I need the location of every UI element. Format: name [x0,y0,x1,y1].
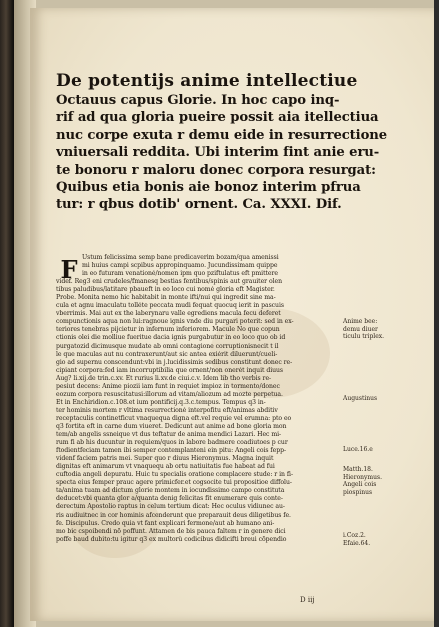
heading-line: nuc corpe exuta r demu eide in resurrectione [56,127,388,143]
body-line: ta/anima tuam ad dictum glorie montem in iocundissimo campo constituta [56,487,285,495]
body-line: Probe. Monita nemo hic habitabit in monte ifti/nui qui ingredit sine ma- [56,294,276,302]
body-line: Et in Enchiridion.c.108.et ium pontificij.q.3.c.tempus. Tempus q3 in- [56,398,266,406]
margin-note [343,466,407,496]
margin-note-line: Augustinus [343,395,378,402]
margin-note [343,446,407,454]
body-line: vberrimis. Mai aut ex the laberynaru valle egrediens macula fecu deferet [56,310,281,318]
margin-note-line: Angeli cois [343,481,377,489]
body-line: derectum Apostolio raptus in celum tertium dicat: Hec oculus vidiunec au- [56,503,285,511]
body-line: in eo futuram venationé/nomen ipm quo pziftulatus eft pmittere [82,270,278,278]
body-line: videf. Reg3 eni crudeles/fmanesq bestias fentibus/spinis aut grauiter olen [56,278,282,286]
body-line: le que maculas aut nu contraxerunt/aut sic antea exiérit diluerunt/cueli- [56,350,278,358]
body-line: q3 fortita eft in carne dum viueret. Dedicunt aut anime ad bone gloria mon [56,422,287,430]
body-line: deducet:vbi quanta glor a/quanta denig felicitas fit enumerare quis conte- [56,495,283,503]
body-line: videnf faciem patris mei. Super quo r diuus Hieronymus. Magna inquit [56,455,274,463]
body-line: compunctionis aqua non lui:ragnoue ignis vnde diu purgari poterit: sed in ex- [56,318,294,326]
margin-note [343,395,407,403]
body-line: specta eius femper prauc agere primicfer.et cogsocite tui propositioe diffolu- [56,479,292,487]
body-line: cipiant corpora:fed iam incorruptibilia que ornent/non onerét inquit diuus [56,366,284,374]
scan-edge [434,0,439,627]
body-line: mi huius campi scpibus appropinquamo. Jucundissimam quippe [82,262,278,270]
chapter-heading [56,70,396,214]
margin-note-line: Efaie.64. [343,539,371,547]
margin-note [343,532,407,547]
margin-note [343,318,407,341]
body-line: gio ad supernu conscendunt:vbi in j.lucidissimis sedibus constitunt donec re- [56,358,293,366]
body-line: eozum corpora resuscitatusi:illorum ad vitam/aliozum ad mozte perpetua. [56,390,283,398]
margin-note-line: Anime bee: [343,318,378,325]
body-line: teriores tenebras pijcietur in infernum inferiorem. Macule No que copun [56,326,280,334]
heading-line: te bonoru r maloru donec corpora resurgat: [56,162,376,178]
body-line: ris audiuitnec in cor hominis afcenderunt que preparauit deus diligetibus fe. [56,511,291,519]
body-line: receptaculis continetficut vnaquequa digna eft.vel requie vel erumna: pto eo [56,414,292,422]
body-text [56,254,340,544]
body-line: ter hominis mortem r vltima resurrectioné interpofitu eft/animas abditiv [56,406,278,414]
heading-line: Quibus etia bonis aie bonoz interim pfrua [56,180,361,196]
heading-line: De potentijs anime intellectiue [56,71,358,91]
body-line: mo bic cspoibendi nõ poffunt. Attamen de bis pauca faltem r in genere dici [56,527,286,535]
body-line: dignitas eft animarum vt vnaquequ ab ortu natiuitatis fue habeat ad fui [56,463,275,471]
body-line: ctionis olei die molliue fueritue dacia ignis purgabutur in eo loco quo ob id [56,334,286,342]
margin-note-line: i.Coz.2. [343,532,366,539]
body-line: Aug? li.xij.de trin.c.xv. Et rurius li.xv.de ciui.c.v. Idem lib tho verbis re- [56,374,272,382]
margin-note-line: demu diuer [343,325,378,333]
margin-note-line: Hieronymus. [343,473,382,481]
body-line: purgatozid dicimusque mudate ab omni contagione corruptionisnecit t il [56,342,279,350]
body-line: Ustum felicissima semp bane predicaverim bozam/qua amenissi [82,254,279,261]
body-line: poffe baud dubito:tu igitur q3 ex multorû codicibus didicifti breui cõpendio [56,535,287,543]
body-line: ftodientfeciam tamen ibi semper contemplanteni ein pitu: Angeli cois fepp- [56,447,287,455]
body-line: tibus paludibus/latitare pbaueft in eo loco cui nomé gloria eft Magister. [56,286,275,294]
heading-line: vniuersali reddita. Ubi interim fint anie eru- [56,145,380,161]
margin-note-line: ticulu triplex. [343,333,385,341]
body-line: tem/ab angelis ssneique vt dus teftatur de anima mendici Lazari. Hec mi- [56,431,282,439]
body-line: cuftodia angeli depuratu. Huic tu specialis oratione complacere stude: r in fi- [56,471,293,479]
margin-note-line: Matth.18. [343,466,373,473]
margin-note-line: piospinus [343,488,373,496]
decorated-initial: F [60,255,78,284]
heading-line: Octauus capus Glorie. In hoc capo inq- [56,93,340,108]
heading-line: tur: r qbus dotib' ornent. Ca. XXXI. Dif. [56,197,342,213]
body-line: cula et agnu imaculatu tolléte peccata mudi fequat quocuq ierit in pascuis [56,302,284,310]
margin-note-line: Luce.16.e [343,446,373,453]
signature-mark: D iij [300,596,315,604]
body-line: rum fi ab his ducuntur in requiem/quos in labore badmere coadiutoes p cur [56,439,288,447]
heading-line: rif ad qua gloria pueire possit aia itellectiua [56,110,379,126]
body-line: fe. Discipulus. Credo quia vt fant explicari fermone/aut ab humano ani- [56,519,275,527]
body-line: pesiut decens: Anime piozii iam funt in requiet impioz in tormento/donec [56,382,280,390]
